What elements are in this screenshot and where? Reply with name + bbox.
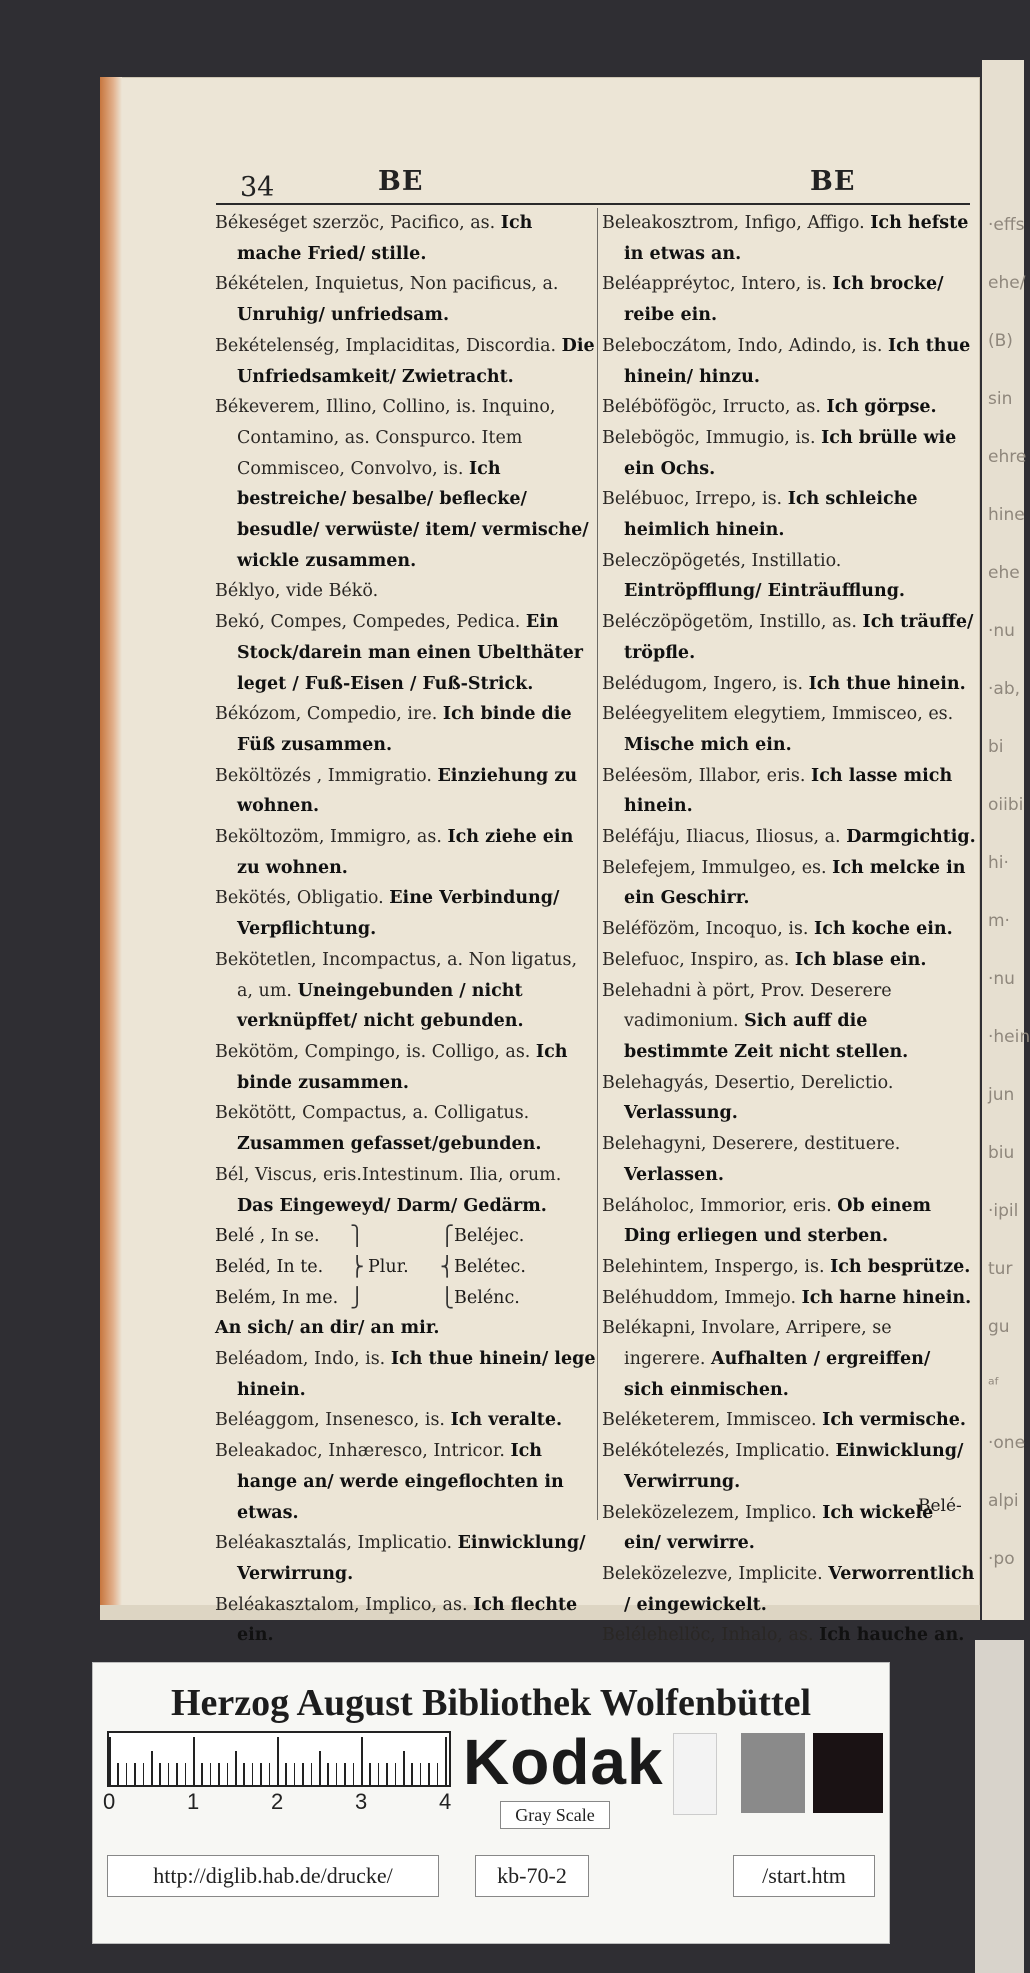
ruler-tick <box>302 1763 304 1785</box>
right-entry <box>602 699 976 760</box>
right-entry <box>602 1436 976 1497</box>
latin-text: Beleközelezem, Implico. <box>602 1502 823 1523</box>
german-gloss: Ich träuffe/ tröpfle. <box>624 612 974 663</box>
left-entry <box>215 331 597 392</box>
brace-right-bottom: ⎩ <box>440 1286 455 1309</box>
ruler-tick <box>193 1737 195 1785</box>
latin-text: Beléakasztalom, Implico, as. <box>215 1594 474 1615</box>
right-entry <box>602 945 976 976</box>
german-gloss: Ich hange an/ werde eingeflochten in etwas. <box>237 1441 564 1523</box>
facing-page-bottom <box>975 1640 1024 1973</box>
black-patch <box>813 1733 883 1813</box>
brace-right-mid: ⎨ <box>440 1255 455 1278</box>
left-entry <box>215 822 597 883</box>
latin-text: Bekételenség, Implaciditas, Discordia. <box>215 335 562 356</box>
ruler-label: 3 <box>355 1789 368 1814</box>
ruler-tick <box>168 1763 170 1785</box>
latin-text: Belélehellöc, Inhalo, as. <box>602 1625 820 1646</box>
ruler-tick <box>378 1763 380 1785</box>
plural-row-1-sing: Belé , In se. <box>215 1226 320 1247</box>
ruler-tick <box>252 1763 254 1785</box>
facing-page-fragment: biu <box>988 1143 1015 1163</box>
left-entry <box>215 699 597 760</box>
gray-patch <box>741 1733 805 1813</box>
latin-text: Békeséget szerzöc, Pacifico, as. <box>215 213 501 233</box>
library-title: Herzog August Bibliothek Wolfenbüttel <box>170 1682 812 1724</box>
plural-row-3-sing: Belém, In me. <box>215 1287 339 1308</box>
latin-text: Beköltozöm, Immigro, as. <box>215 827 448 848</box>
german-gloss: Ich thue hinein/ hinzu. <box>624 335 971 387</box>
left-entry <box>215 269 597 330</box>
german-gloss: Eintröpfflung/ Einträufflung. <box>624 581 906 602</box>
ruler-tick <box>336 1763 338 1785</box>
german-gloss: Ich vermische. <box>822 1410 966 1431</box>
latin-text: Beleközelezve, Implicite. <box>602 1563 829 1584</box>
german-gloss: Einziehung zu wohnen. <box>237 765 578 817</box>
page-gutter-edge <box>100 77 122 1617</box>
german-gloss: Ich bestreiche/ besalbe/ beflecke/ besudle/ verwüste/ item/ vermische/ wickle zusammen. <box>237 458 589 571</box>
latin-text: Béklyo, vide Békö. <box>215 581 379 602</box>
facing-page-fragment: jun <box>988 1085 1015 1105</box>
facing-page-fragment: ·nu <box>988 621 1015 641</box>
right-entry <box>602 392 976 423</box>
latin-text: Beléfözöm, Incoquo, is. <box>602 919 815 940</box>
right-entry <box>602 208 976 269</box>
plural-row-1-plur: Beléjec. <box>454 1226 525 1247</box>
ruler-tick <box>311 1763 313 1785</box>
german-gloss: Ich binde die Füß zusammen. <box>237 704 572 755</box>
german-gloss: Das Eingeweyd/ Darm/ Gedärm. <box>237 1195 547 1216</box>
german-gloss: Ich melcke in ein Geschirr. <box>624 857 966 909</box>
latin-text: Beléappréytoc, Intero, is. <box>602 274 833 295</box>
right-entry <box>602 1620 976 1651</box>
ruler-tick <box>403 1751 405 1785</box>
latin-text: Bekötés, Obligatio. <box>215 888 390 909</box>
right-entry <box>602 1405 976 1436</box>
header-rule <box>216 203 970 205</box>
latin-text: Bekötött, Compactus, a. Colligatus. <box>215 1103 530 1124</box>
german-gloss: Einwicklung/ Verwirrung. <box>237 1533 586 1584</box>
ruler-tick <box>327 1763 329 1785</box>
german-gloss: Ich lasse mich hinein. <box>624 765 953 817</box>
latin-text: Bél, Viscus, eris.Intestinum. Ilia, orum. <box>215 1164 562 1185</box>
latin-text: Beleakosztrom, Infigo, Affigo. <box>602 213 871 233</box>
plural-row-2-sing: Beléd, In te. <box>215 1256 324 1277</box>
latin-text: Beléhuddom, Immejo. <box>602 1287 802 1308</box>
german-gloss: Sich auff die bestimmte Zeit nicht stellen. <box>624 1011 909 1062</box>
ruler-tick <box>386 1763 388 1785</box>
right-entry <box>602 423 976 484</box>
latin-text: Belefuoc, Inspiro, as. <box>602 949 795 970</box>
left-entry <box>215 1405 597 1436</box>
latin-text: Beleakadoc, Inhæresco, Intricor. <box>215 1441 511 1462</box>
german-gloss: Ich flechte ein. <box>237 1594 578 1646</box>
left-entry <box>215 1590 597 1651</box>
latin-text: Beléegyelitem elegytiem, Immisceo, es. <box>602 704 954 725</box>
ruler-tick <box>126 1763 128 1785</box>
german-gloss: Uneingebunden / nicht verknüpffet/ nicht gebunden. <box>237 980 524 1032</box>
left-entry <box>215 1037 597 1098</box>
shelfmark-label: kb-70-2 <box>475 1855 589 1897</box>
right-entry <box>602 822 976 853</box>
latin-text: Beleczöpögetés, Instillatio. <box>602 550 842 571</box>
ruler-label: 1 <box>187 1789 200 1814</box>
ruler-tick <box>420 1763 422 1785</box>
start-label: /start.htm <box>733 1855 875 1897</box>
latin-text: Belékótelezés, Implicatio. <box>602 1441 836 1462</box>
left-entry <box>215 576 597 607</box>
facing-page-fragment: bi <box>988 737 1004 757</box>
left-column <box>215 208 597 1651</box>
right-entry <box>602 331 976 392</box>
white-patch <box>673 1733 717 1815</box>
latin-text: Beléadom, Indo, is. <box>215 1349 391 1370</box>
ruler-tick <box>277 1737 279 1785</box>
facing-page-fragment: ·hein <box>988 1027 1030 1047</box>
facing-page-fragment: ·po <box>988 1549 1015 1569</box>
scale-ruler <box>107 1731 451 1787</box>
facing-page-fragment: ·effs <box>988 215 1025 235</box>
latin-text: Belédugom, Ingero, is. <box>602 673 809 694</box>
left-entry <box>215 1344 597 1405</box>
ruler-label: 0 <box>103 1789 116 1814</box>
german-gloss: Ich schleiche heimlich hinein. <box>624 489 918 541</box>
left-entry <box>215 607 597 699</box>
german-gloss: Darmgichtig. <box>846 827 976 848</box>
left-entry <box>215 945 597 1037</box>
ruler-tick <box>269 1763 271 1785</box>
gray-scale-label: Gray Scale <box>500 1801 610 1829</box>
latin-text: Beléketerem, Immisceo. <box>602 1410 823 1431</box>
running-head-left: BE <box>378 166 424 197</box>
right-entry <box>602 1559 976 1620</box>
latin-text: Belebögöc, Immugio, is. <box>602 427 822 448</box>
german-gloss: Ich harne hinein. <box>801 1287 972 1308</box>
catchword: Belé- <box>918 1496 962 1516</box>
facing-page-fragment: ᵃᶠ <box>988 1375 1000 1395</box>
german-gloss: Verlassen. <box>624 1164 724 1185</box>
ruler-tick <box>227 1763 229 1785</box>
facing-page-fragment: oiibi <box>988 795 1024 815</box>
ruler-tick <box>243 1763 245 1785</box>
ruler-tick <box>353 1763 355 1785</box>
left-entry <box>215 1528 597 1589</box>
plural-row-2-plur: Belétec. <box>454 1256 526 1277</box>
plural-block <box>215 1221 597 1313</box>
latin-text: Bekötöm, Compingo, is. Colligo, as. <box>215 1041 536 1062</box>
latin-text: Beléesöm, Illabor, eris. <box>602 765 812 786</box>
ruler-tick <box>218 1763 220 1785</box>
brace-left-bottom: ⎭ <box>350 1286 365 1309</box>
url-label: http://diglib.hab.de/drucke/ <box>107 1855 439 1897</box>
right-entry <box>602 914 976 945</box>
german-gloss: Eine Verbindung/ Verpflichtung. <box>237 888 560 940</box>
right-entry <box>602 669 976 700</box>
latin-text: Békózom, Compedio, ire. <box>215 704 443 725</box>
ruler-tick <box>395 1763 397 1785</box>
latin-text: Belefejem, Immulgeo, es. <box>602 857 833 878</box>
facing-page-fragment: hi· <box>988 853 1009 873</box>
german-gloss: Ein Stock/darein man einen Ubelthäter leget / Fuß-Eisen / Fuß-Strick. <box>237 612 583 694</box>
ruler-tick <box>428 1763 430 1785</box>
right-entry <box>602 484 976 545</box>
german-gloss: Ich görpse. <box>826 397 937 418</box>
facing-page-fragment: ehe <box>988 563 1020 583</box>
latin-text: Belehagyni, Deserere, destituere. <box>602 1134 901 1155</box>
ruler-tick <box>369 1763 371 1785</box>
facing-page-fragment: (B) <box>988 331 1013 351</box>
latin-text: Beléakasztalás, Implicatio. <box>215 1533 458 1554</box>
ruler-tick <box>151 1751 153 1785</box>
plural-label: Plur. <box>368 1256 409 1277</box>
ruler-tick <box>344 1763 346 1785</box>
german-gloss: Ich brülle wie ein Ochs. <box>624 427 957 479</box>
latin-text: Belehagyás, Desertio, Derelictio. <box>602 1072 894 1093</box>
right-entry <box>602 1129 976 1190</box>
kodak-logo: Kodak <box>463 1726 664 1798</box>
latin-text: Beléczöpögetöm, Instillo, as. <box>602 612 863 633</box>
german-gloss: Ich hauche an. <box>819 1625 965 1646</box>
latin-text: Bekó, Compes, Compedes, Pedica. <box>215 612 526 633</box>
german-gloss: Ich blase ein. <box>794 949 927 970</box>
facing-page-fragment: ehe/ <box>988 273 1026 293</box>
ruler-tick <box>294 1763 296 1785</box>
latin-text: Belehadni à pört, Prov. Deserere vadimonium. <box>602 980 892 1032</box>
latin-text: Békeverem, Illino, Collino, is. Inquino, Contamino, as. Conspurco. Item Commisceo, Convolvo, is. <box>215 397 556 479</box>
right-entry <box>602 1252 976 1283</box>
ruler-tick <box>411 1763 413 1785</box>
german-gloss: Mische mich ein. <box>624 734 792 755</box>
left-entry <box>215 1160 597 1221</box>
ruler-tick <box>143 1763 145 1785</box>
right-entry <box>602 761 976 822</box>
plural-gloss: An sich/ an dir/ an mir. <box>215 1318 440 1339</box>
ruler-tick <box>185 1763 187 1785</box>
ruler-tick <box>159 1763 161 1785</box>
plural-row-3-plur: Belénc. <box>454 1287 520 1308</box>
ruler-tick <box>319 1751 321 1785</box>
german-gloss: Ich brocke/ reibe ein. <box>624 274 944 326</box>
latin-text: Beléaggom, Insenesco, is. <box>215 1410 451 1431</box>
ruler-tick <box>210 1763 212 1785</box>
brace-left: ⎫ <box>350 1225 365 1248</box>
ruler-tick <box>260 1763 262 1785</box>
right-entry <box>602 1313 976 1405</box>
facing-page-fragment: tur <box>988 1259 1013 1279</box>
facing-page-fragment: sin <box>988 389 1013 409</box>
latin-text: Belébuoc, Irrepo, is. <box>602 489 788 510</box>
ruler-tick <box>235 1751 237 1785</box>
german-gloss: Einwicklung/ Verwirrung. <box>624 1441 964 1492</box>
right-entry <box>602 853 976 914</box>
facing-page-fragment: hine <box>988 505 1025 525</box>
left-entry <box>215 1436 597 1528</box>
ruler-tick <box>117 1763 119 1785</box>
facing-page-fragment: ehre <box>988 447 1027 467</box>
german-gloss: Ich ziehe ein zu wohnen. <box>237 827 574 878</box>
left-entry <box>215 883 597 944</box>
left-entry <box>215 1098 597 1159</box>
latin-text: Beleboczátom, Indo, Adindo, is. <box>602 335 888 356</box>
left-entry <box>215 392 597 576</box>
right-entry <box>602 1068 976 1129</box>
ruler-tick <box>176 1763 178 1785</box>
facing-page-fragment: ·ipil <box>988 1201 1019 1221</box>
german-gloss: Ich koche ein. <box>814 919 953 940</box>
color-target-card <box>92 1662 890 1944</box>
ruler-tick <box>285 1763 287 1785</box>
german-gloss: Ich thue hinein/ lege hinein. <box>237 1349 596 1400</box>
facing-page-fragment: gu <box>988 1317 1010 1337</box>
right-entry <box>602 269 976 330</box>
right-entry <box>602 607 976 668</box>
ruler-tick <box>361 1737 363 1785</box>
facing-page-fragment: alpi <box>988 1491 1019 1511</box>
latin-text: Beláholoc, Immorior, eris. <box>602 1195 838 1216</box>
german-gloss: Ich binde zusammen. <box>237 1041 568 1093</box>
facing-page-fragment: ·one <box>988 1433 1026 1453</box>
latin-text: Beköltözés , Immigratio. <box>215 765 438 786</box>
latin-text: Bekötetlen, Incompactus, a. Non ligatus, a, um. <box>215 949 578 1001</box>
german-gloss: Ich mache Fried/ stille. <box>237 213 533 264</box>
ruler-tick <box>445 1737 447 1785</box>
german-gloss: Verlassung. <box>624 1103 738 1124</box>
ruler-tick <box>109 1737 111 1785</box>
facing-page-fragment: ·ab, <box>988 679 1021 699</box>
ruler-label: 2 <box>271 1789 284 1814</box>
ruler-label: 4 <box>439 1789 452 1814</box>
german-gloss: Ich wickele ein/ verwirre. <box>624 1502 934 1554</box>
left-entry <box>215 761 597 822</box>
page-number: 34 <box>240 172 275 203</box>
latin-text: Békételen, Inquietus, Non pacificus, a. <box>215 274 559 295</box>
german-gloss: Ich veralte. <box>450 1410 563 1431</box>
right-entry <box>602 546 976 607</box>
latin-text: Belékapni, Involare, Arripere, se ingerere. <box>602 1318 892 1370</box>
german-gloss: Unruhig/ unfriedsam. <box>237 305 450 326</box>
right-entry <box>602 1191 976 1252</box>
left-entries-top <box>215 208 597 1221</box>
right-entry <box>602 1283 976 1314</box>
left-entries-bottom <box>215 1344 597 1651</box>
ruler-tick <box>201 1763 203 1785</box>
running-head-right: BE <box>810 166 856 197</box>
ruler-tick <box>437 1763 439 1785</box>
german-gloss: Die Unfriedsamkeit/ Zwietracht. <box>237 335 595 387</box>
facing-page-fragment: m· <box>988 911 1010 931</box>
brace-right: ⎧ <box>440 1225 455 1248</box>
german-gloss: Verworrentlich / eingewickelt. <box>624 1563 975 1615</box>
german-gloss: Ich hefste in etwas an. <box>624 213 969 264</box>
facing-page-fragment: ·nu <box>988 969 1015 989</box>
german-gloss: Aufhalten / ergreiffen/ sich einmischen. <box>624 1349 931 1400</box>
ruler-tick <box>134 1763 136 1785</box>
brace-left-mid: ⎬ <box>350 1255 365 1278</box>
latin-text: Beléböfögöc, Irructo, as. <box>602 397 827 418</box>
left-entry <box>215 208 597 269</box>
right-column <box>602 208 976 1651</box>
right-entry <box>602 976 976 1068</box>
column-divider <box>597 208 598 1520</box>
german-gloss: Zusammen gefasset/gebunden. <box>237 1134 542 1155</box>
latin-text: Beléfáju, Iliacus, Iliosus, a. <box>602 827 847 848</box>
german-gloss: Ich thue hinein. <box>808 673 966 694</box>
latin-text: Belehintem, Inspergo, is. <box>602 1256 831 1277</box>
german-gloss: Ich besprütze. <box>830 1256 971 1277</box>
german-gloss: Ob einem Ding erliegen und sterben. <box>624 1195 931 1247</box>
